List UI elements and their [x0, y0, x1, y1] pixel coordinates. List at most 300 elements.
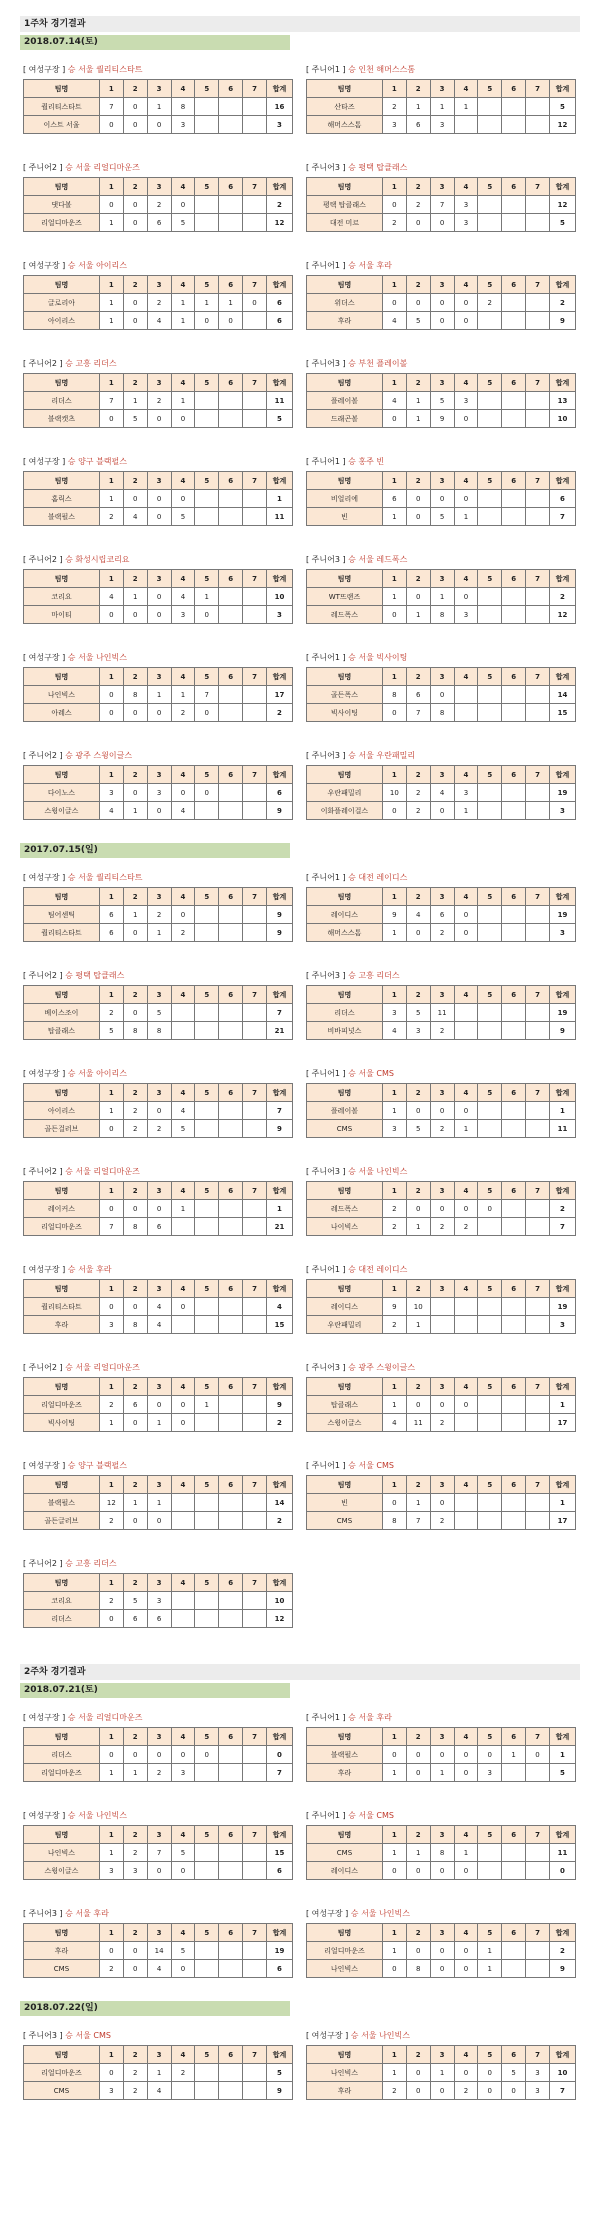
inning-score: 0 — [171, 1396, 195, 1414]
team-row — [307, 1102, 576, 1120]
inning-header: 7 — [243, 766, 267, 784]
game-title — [306, 162, 576, 174]
inning-score: 0 — [147, 1862, 171, 1880]
inning-header: 1 — [99, 1378, 123, 1396]
inning-score: 2 — [382, 1200, 406, 1218]
inning-score: 0 — [99, 1200, 123, 1218]
inning-header: 4 — [454, 80, 478, 98]
inning-score: 5 — [147, 1004, 171, 1022]
inning-score — [171, 1592, 195, 1610]
inning-score — [526, 1004, 550, 1022]
inning-score: 2 — [123, 2064, 147, 2082]
team-name: 위더스 — [307, 294, 383, 312]
inning-header: 2 — [406, 668, 430, 686]
inning-score: 1 — [430, 588, 454, 606]
winner-label: 승 평택 탑클래스 — [65, 971, 125, 980]
game-title — [306, 1712, 576, 1724]
inning-header: 1 — [99, 1280, 123, 1298]
inning-score: 8 — [430, 1844, 454, 1862]
header-row — [307, 1182, 576, 1200]
game-card — [23, 962, 293, 1040]
inning-header: 5 — [195, 80, 219, 98]
team-header: 팀명 — [307, 178, 383, 196]
inning-header: 4 — [454, 178, 478, 196]
inning-score: 8 — [171, 98, 195, 116]
total-score: 15 — [266, 1844, 292, 1862]
team-row — [307, 214, 576, 232]
inning-header: 5 — [478, 1476, 502, 1494]
inning-score — [195, 2082, 219, 2100]
inning-score — [526, 1764, 550, 1782]
inning-score: 0 — [147, 508, 171, 526]
inning-score: 1 — [454, 1120, 478, 1138]
winner-label: 승 서울 후라 — [348, 261, 392, 270]
inning-score — [478, 214, 502, 232]
inning-score: 3 — [382, 1120, 406, 1138]
inning-score — [502, 588, 526, 606]
inning-score: 0 — [147, 704, 171, 722]
inning-header: 5 — [195, 1182, 219, 1200]
team-header: 팀명 — [307, 1182, 383, 1200]
game-card — [23, 252, 293, 330]
inning-header: 5 — [195, 1476, 219, 1494]
team-header: 팀명 — [24, 1378, 100, 1396]
inning-score: 1 — [171, 294, 195, 312]
inning-header: 6 — [502, 80, 526, 98]
inning-score: 2 — [430, 1512, 454, 1530]
inning-score: 0 — [147, 1396, 171, 1414]
inning-header: 2 — [123, 276, 147, 294]
total-score: 12 — [266, 1610, 292, 1628]
inning-header: 6 — [219, 1476, 243, 1494]
winner-label: 승 서울 CMS — [348, 1811, 394, 1820]
inning-header: 3 — [430, 986, 454, 1004]
team-name: 플레이볼 — [307, 1102, 383, 1120]
team-name: 댓다볼 — [24, 196, 100, 214]
inning-score — [243, 392, 267, 410]
inning-score — [454, 1512, 478, 1530]
inning-score — [219, 1844, 243, 1862]
inning-score — [502, 410, 526, 428]
inning-header: 2 — [406, 1924, 430, 1942]
game-card — [23, 1452, 293, 1530]
inning-score: 1 — [147, 1414, 171, 1432]
inning-score: 4 — [147, 1316, 171, 1334]
division-label: [ 주니어2 ] — [23, 163, 66, 172]
inning-header: 2 — [406, 2046, 430, 2064]
team-header: 팀명 — [24, 1728, 100, 1746]
inning-score: 0 — [123, 214, 147, 232]
inning-score — [195, 1298, 219, 1316]
inning-header: 6 — [502, 986, 526, 1004]
inning-header: 2 — [406, 1476, 430, 1494]
inning-score: 1 — [406, 392, 430, 410]
inning-score: 2 — [99, 1512, 123, 1530]
inning-header: 2 — [123, 1728, 147, 1746]
inning-header: 5 — [478, 570, 502, 588]
inning-score — [195, 924, 219, 942]
inning-score: 3 — [123, 1862, 147, 1880]
inning-score: 1 — [147, 2064, 171, 2082]
inning-score: 4 — [382, 312, 406, 330]
game-title — [306, 456, 576, 468]
game-title — [306, 64, 576, 76]
division-label: [ 여성구장 ] — [23, 261, 68, 270]
inning-score — [478, 1512, 502, 1530]
header-row — [24, 178, 293, 196]
inning-score: 4 — [99, 588, 123, 606]
inning-score: 4 — [382, 392, 406, 410]
game-card — [23, 448, 293, 526]
inning-score: 1 — [406, 1218, 430, 1236]
header-row — [307, 1378, 576, 1396]
inning-header: 7 — [526, 986, 550, 1004]
inning-score: 1 — [382, 1102, 406, 1120]
game-card — [306, 56, 576, 134]
winner-label: 승 서울 리얼디마운즈 — [65, 1363, 140, 1372]
inning-score: 1 — [219, 294, 243, 312]
inning-score: 0 — [99, 1746, 123, 1764]
inning-header: 5 — [478, 1826, 502, 1844]
inning-score: 0 — [454, 312, 478, 330]
winner-label: 승 서울 나인빅스 — [67, 1811, 127, 1820]
inning-header: 7 — [526, 888, 550, 906]
header-row — [307, 2046, 576, 2064]
division-label: [ 여성구장 ] — [23, 873, 68, 882]
team-row — [24, 704, 293, 722]
inning-header: 3 — [430, 276, 454, 294]
inning-header: 2 — [123, 1182, 147, 1200]
inning-score — [243, 606, 267, 624]
inning-header: 7 — [526, 1182, 550, 1200]
total-score: 21 — [266, 1218, 292, 1236]
total-score: 19 — [549, 1004, 575, 1022]
inning-score — [526, 1960, 550, 1978]
inning-header: 7 — [243, 374, 267, 392]
inning-header: 3 — [430, 1280, 454, 1298]
inning-score: 1 — [99, 294, 123, 312]
inning-score: 3 — [382, 116, 406, 134]
inning-score: 3 — [454, 784, 478, 802]
inning-score — [526, 1102, 550, 1120]
inning-score: 0 — [123, 1942, 147, 1960]
game-title — [23, 1166, 293, 1178]
total-header: 합계 — [266, 986, 292, 1004]
inning-score — [195, 1592, 219, 1610]
inning-header: 1 — [382, 2046, 406, 2064]
inning-header: 4 — [171, 276, 195, 294]
inning-score: 6 — [430, 906, 454, 924]
inning-score: 1 — [123, 802, 147, 820]
inning-header: 4 — [171, 1476, 195, 1494]
week-title: 1주차 경기결과 — [20, 16, 580, 32]
total-score: 3 — [266, 116, 292, 134]
total-score: 10 — [266, 588, 292, 606]
team-row — [24, 784, 293, 802]
header-row — [307, 1728, 576, 1746]
total-score: 19 — [549, 906, 575, 924]
inning-score: 0 — [454, 1746, 478, 1764]
division-label: [ 주니어1 ] — [306, 653, 349, 662]
inning-header: 2 — [123, 1378, 147, 1396]
inning-header: 3 — [147, 1476, 171, 1494]
game-title — [23, 1068, 293, 1080]
team-name: 리더스 — [307, 1004, 383, 1022]
inning-score — [478, 704, 502, 722]
inning-score: 3 — [382, 1004, 406, 1022]
header-row — [24, 2046, 293, 2064]
inning-score — [195, 1120, 219, 1138]
inning-score: 3 — [406, 1022, 430, 1040]
inning-score: 0 — [406, 2082, 430, 2100]
inning-header: 6 — [502, 570, 526, 588]
inning-header: 2 — [123, 1826, 147, 1844]
inning-score: 1 — [99, 312, 123, 330]
inning-score — [478, 1102, 502, 1120]
inning-score: 1 — [99, 490, 123, 508]
inning-score: 0 — [430, 802, 454, 820]
inning-score: 3 — [99, 2082, 123, 2100]
header-row — [24, 1182, 293, 1200]
inning-score — [243, 1396, 267, 1414]
inning-score: 0 — [406, 490, 430, 508]
team-row — [307, 906, 576, 924]
inning-score — [219, 2082, 243, 2100]
inning-header: 2 — [406, 888, 430, 906]
inning-score: 0 — [99, 116, 123, 134]
inning-score — [454, 1004, 478, 1022]
game-title — [306, 358, 576, 370]
game-title — [306, 1068, 576, 1080]
total-header: 합계 — [266, 570, 292, 588]
game-title — [306, 1166, 576, 1178]
header-row — [307, 178, 576, 196]
inning-score — [502, 196, 526, 214]
inning-score — [219, 1960, 243, 1978]
total-header: 합계 — [549, 1924, 575, 1942]
inning-score — [526, 410, 550, 428]
inning-score: 0 — [406, 214, 430, 232]
total-score: 2 — [266, 196, 292, 214]
inning-header: 4 — [171, 986, 195, 1004]
inning-header: 6 — [219, 766, 243, 784]
inning-score — [243, 410, 267, 428]
total-header: 합계 — [549, 1826, 575, 1844]
inning-score: 1 — [382, 1942, 406, 1960]
games-grid — [0, 56, 600, 840]
total-score: 1 — [266, 1200, 292, 1218]
winner-label: 승 고흥 리더스 — [65, 359, 117, 368]
inning-score: 0 — [123, 784, 147, 802]
inning-score: 0 — [430, 1200, 454, 1218]
inning-score — [502, 392, 526, 410]
inning-score: 2 — [478, 294, 502, 312]
team-name: 우란패밀리 — [307, 784, 383, 802]
team-row — [307, 116, 576, 134]
inning-score: 1 — [478, 1942, 502, 1960]
inning-score — [219, 116, 243, 134]
header-row — [307, 1280, 576, 1298]
inning-score — [502, 1764, 526, 1782]
inning-header: 3 — [147, 472, 171, 490]
inning-header: 3 — [430, 888, 454, 906]
inning-header: 5 — [195, 276, 219, 294]
team-name: CMS — [307, 1512, 383, 1530]
inning-header: 7 — [243, 1924, 267, 1942]
inning-score — [243, 1102, 267, 1120]
game-card — [23, 742, 293, 820]
division-label: [ 주니어2 ] — [23, 1559, 66, 1568]
inning-header: 3 — [430, 668, 454, 686]
total-header: 합계 — [266, 374, 292, 392]
inning-score: 0 — [147, 490, 171, 508]
inning-score: 0 — [171, 410, 195, 428]
inning-score — [219, 802, 243, 820]
inning-score — [195, 490, 219, 508]
inning-score: 3 — [526, 2082, 550, 2100]
team-header: 팀명 — [24, 2046, 100, 2064]
inning-header: 3 — [147, 80, 171, 98]
header-row — [24, 888, 293, 906]
inning-score: 0 — [147, 1102, 171, 1120]
inning-score: 3 — [147, 1592, 171, 1610]
division-label: [ 여성구장 ] — [23, 653, 68, 662]
scoreboard-table — [23, 373, 293, 428]
week-title: 2주차 경기결과 — [20, 1664, 580, 1680]
inning-score — [478, 1218, 502, 1236]
header-row — [24, 80, 293, 98]
inning-header: 5 — [195, 1280, 219, 1298]
team-name: 코리요 — [24, 1592, 100, 1610]
team-name: 나인빅스 — [24, 686, 100, 704]
inning-score — [243, 1494, 267, 1512]
date-title: 2018.07.21(토) — [20, 1683, 290, 1698]
inning-score: 11 — [406, 1414, 430, 1432]
inning-score — [243, 1004, 267, 1022]
team-name: 스윙이글스 — [24, 802, 100, 820]
inning-score — [526, 588, 550, 606]
game-card — [23, 864, 293, 942]
header-row — [24, 668, 293, 686]
inning-header: 5 — [195, 668, 219, 686]
inning-header: 6 — [219, 472, 243, 490]
inning-header: 4 — [454, 1378, 478, 1396]
team-header: 팀명 — [307, 570, 383, 588]
team-name: 탑클래스 — [307, 1396, 383, 1414]
inning-score: 5 — [502, 2064, 526, 2082]
inning-header: 6 — [219, 888, 243, 906]
inning-header: 4 — [171, 766, 195, 784]
total-score: 10 — [549, 410, 575, 428]
inning-header: 5 — [478, 986, 502, 1004]
inning-score — [526, 1022, 550, 1040]
inning-score: 3 — [454, 392, 478, 410]
inning-header: 2 — [406, 1826, 430, 1844]
inning-score — [219, 410, 243, 428]
inning-header: 6 — [219, 570, 243, 588]
inning-score: 3 — [171, 116, 195, 134]
team-header: 팀명 — [307, 1378, 383, 1396]
inning-score — [526, 116, 550, 134]
total-header: 합계 — [266, 178, 292, 196]
inning-score — [526, 1298, 550, 1316]
inning-header: 3 — [147, 1378, 171, 1396]
inning-header: 5 — [478, 1924, 502, 1942]
winner-label: 승 서울 퀄리티스타트 — [67, 873, 143, 882]
inning-score — [454, 686, 478, 704]
total-score: 12 — [549, 606, 575, 624]
inning-header: 5 — [478, 888, 502, 906]
inning-score: 6 — [99, 906, 123, 924]
team-header: 팀명 — [24, 1182, 100, 1200]
inning-score: 7 — [406, 1512, 430, 1530]
inning-score: 0 — [99, 704, 123, 722]
inning-score — [195, 1218, 219, 1236]
scoreboard-table — [306, 177, 576, 232]
inning-score: 1 — [430, 1764, 454, 1782]
inning-header: 7 — [526, 1826, 550, 1844]
inning-score: 0 — [171, 490, 195, 508]
inning-score: 4 — [406, 906, 430, 924]
winner-label: 승 화성시립코리요 — [65, 555, 130, 564]
inning-score: 0 — [406, 588, 430, 606]
inning-score: 6 — [123, 1396, 147, 1414]
inning-score — [219, 906, 243, 924]
inning-header: 3 — [147, 570, 171, 588]
team-row — [24, 1512, 293, 1530]
inning-score — [219, 490, 243, 508]
inning-score: 0 — [123, 196, 147, 214]
total-score: 11 — [266, 392, 292, 410]
game-card — [23, 1354, 293, 1432]
inning-score — [502, 508, 526, 526]
inning-score — [195, 1022, 219, 1040]
inning-header: 5 — [478, 2046, 502, 2064]
inning-header: 1 — [99, 1574, 123, 1592]
inning-score: 2 — [147, 392, 171, 410]
inning-score: 0 — [171, 906, 195, 924]
division-label: [ 주니어3 ] — [23, 2031, 66, 2040]
inning-score: 4 — [430, 784, 454, 802]
winner-label: 승 서울 리얼디마운즈 — [65, 1167, 140, 1176]
inning-score: 1 — [454, 1844, 478, 1862]
inning-score — [526, 294, 550, 312]
team-header: 팀명 — [24, 374, 100, 392]
scoreboard-table — [306, 1181, 576, 1236]
inning-header: 3 — [430, 80, 454, 98]
winner-label: 승 서울 CMS — [65, 2031, 111, 2040]
inning-score: 0 — [406, 294, 430, 312]
inning-header: 3 — [430, 1476, 454, 1494]
team-row — [307, 924, 576, 942]
division-label: [ 주니어1 ] — [306, 873, 349, 882]
division-label: [ 여성구장 ] — [23, 1811, 68, 1820]
total-header: 합계 — [266, 1280, 292, 1298]
inning-header: 3 — [147, 766, 171, 784]
inning-score: 1 — [171, 1200, 195, 1218]
inning-score — [219, 1120, 243, 1138]
team-header: 팀명 — [307, 276, 383, 294]
inning-header: 5 — [478, 1084, 502, 1102]
inning-score: 1 — [195, 294, 219, 312]
game-title — [306, 1908, 576, 1920]
division-label: [ 주니어3 ] — [23, 1909, 66, 1918]
inning-score — [243, 1200, 267, 1218]
inning-header: 3 — [147, 374, 171, 392]
header-row — [307, 276, 576, 294]
inning-score: 0 — [195, 606, 219, 624]
inning-header: 6 — [502, 374, 526, 392]
